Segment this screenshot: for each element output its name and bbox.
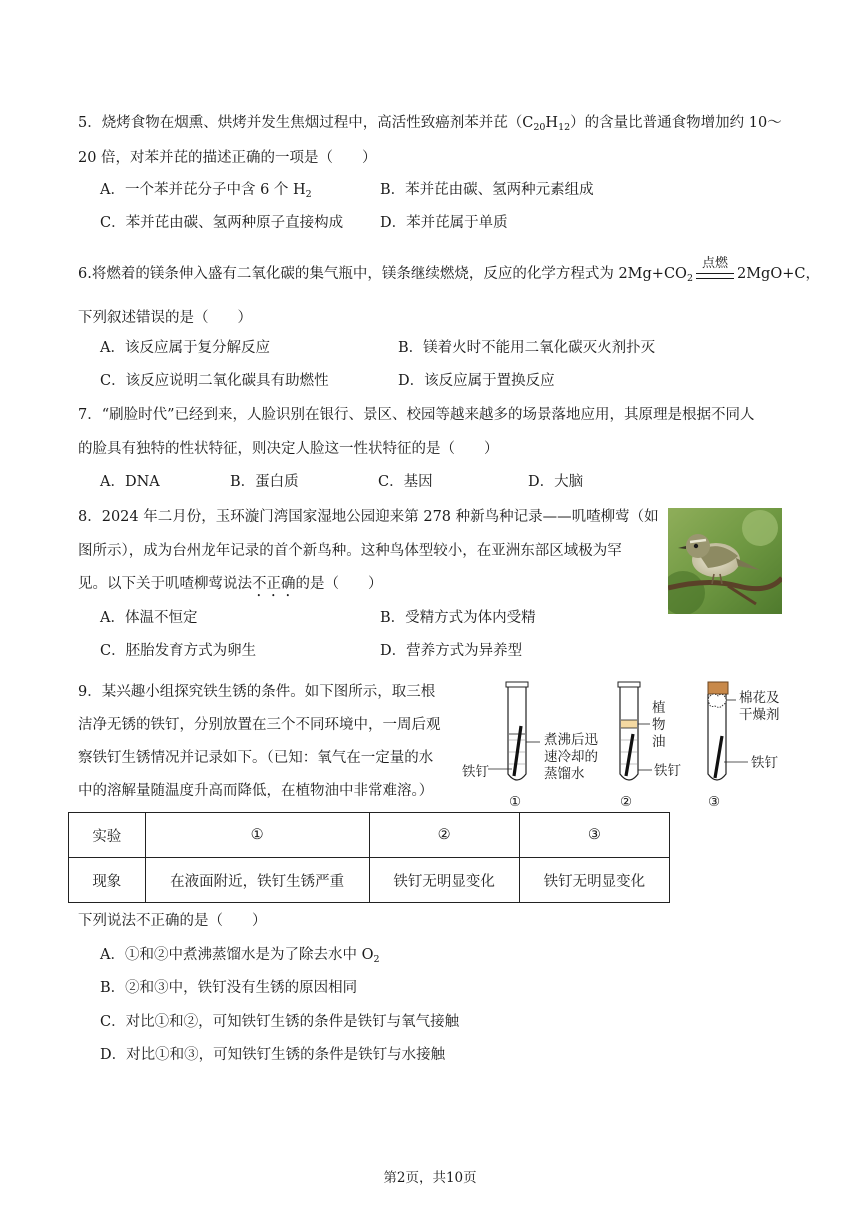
warbler-illustration [668, 508, 782, 614]
q8-option-a[interactable]: A．体温不恒定 [100, 610, 198, 626]
q5-option-a-sub: 2 [305, 189, 312, 200]
q5-option-b[interactable]: B．苯并芘由碳、氢两种元素组成 [380, 182, 594, 198]
table-header-cell: ① [145, 813, 369, 858]
q5-stem-line1 [78, 113, 782, 133]
q5-text-b: ）的含量比普通食物增加约 10～ [570, 115, 782, 131]
table-cell: 铁钉无明显变化 [369, 858, 519, 903]
q8-stem-line3 [78, 574, 383, 600]
q8-emphasis-not-correct: 不正确 [252, 576, 296, 592]
bird-photo [668, 508, 782, 614]
q7-option-c[interactable]: C．基因 [378, 474, 433, 490]
table-cell: 现象 [69, 858, 146, 903]
q5-option-d[interactable]: D．苯并芘属于单质 [380, 215, 508, 231]
q8-text-a: 见。以下关于叽喳柳莺说法 [78, 576, 252, 592]
cotton-desiccant [708, 694, 726, 707]
q5-sub-h: 12 [558, 122, 571, 133]
reaction-condition [693, 256, 737, 284]
q8-stem-line2: 图所示），成为台州龙年记录的首个新鸟种。这种鸟体型较小，在亚洲东部区域极为罕 [78, 543, 622, 559]
experiment-table [68, 812, 670, 903]
q8-text-b: 的是（ ） [295, 576, 383, 592]
q6-text-a: 6.将燃着的镁条伸入盛有二氧化碳的集气瓶中，镁条继续燃烧，反应的化学方程式为 2Mg+CO [78, 266, 687, 282]
q9-stem-line4: 中的溶解量随温度升高而降低，在植物油中非常难溶。） [78, 783, 434, 799]
label-oil-2: 物 [652, 717, 666, 733]
q9-option-a-text: A．①和②中煮沸蒸馏水是为了除去水中 O [100, 947, 374, 963]
tube-label-1: ① [509, 794, 522, 810]
label-cotton-1: 棉花及 [739, 690, 780, 706]
q8-stem-line1: 8．2024 年二月份，玉环漩门湾国家湿地公园迎来第 278 种新鸟种记录——叽喳柳莺（如 [78, 509, 659, 525]
q9-stem-line3: 察铁钉生锈情况并记录如下。（已知：氧气在一定量的水 [78, 750, 434, 766]
q5-option-c[interactable]: C．苯并芘由碳、氢两种原子直接构成 [100, 215, 344, 231]
label-oil-1: 植 [652, 700, 666, 716]
label-nail-right: 铁钉 [751, 755, 778, 771]
table-header-cell: ③ [519, 813, 669, 858]
q9-option-d[interactable]: D．对比①和③，可知铁钉生锈的条件是铁钉与水接触 [100, 1047, 446, 1063]
table-cell: 在液面附近，铁钉生锈严重 [145, 858, 369, 903]
q9-option-b[interactable]: B．②和③中，铁钉没有生锈的原因相同 [100, 980, 358, 996]
label-water-2: 速冷却的 [544, 749, 598, 765]
table-row [69, 858, 670, 903]
q6-option-b[interactable]: B．镁着火时不能用二氧化碳灭火剂扑灭 [398, 340, 656, 356]
q7-stem-line1: 7．“刷脸时代”已经到来，人脸识别在银行、景区、校园等越来越多的场景落地应用，其原理是根据不同人 [78, 407, 755, 423]
reaction-condition-label: 点燃 [701, 256, 728, 271]
label-oil-3: 油 [652, 734, 666, 750]
label-nail-mid: 铁钉 [654, 763, 681, 779]
test-tube-1 [488, 682, 540, 780]
q7-stem-line2: 的脸具有独特的性状特征，则决定人脸这一性状特征的是（ ） [78, 441, 499, 457]
q6-option-a[interactable]: A．该反应属于复分解反应 [100, 340, 270, 356]
q5-option-a[interactable] [100, 180, 312, 200]
q8-option-b[interactable]: B．受精方式为体内受精 [380, 610, 536, 626]
q6-option-d[interactable]: D．该反应属于置换反应 [398, 373, 555, 389]
cork-stopper [708, 682, 728, 694]
equals-double-bar [696, 273, 734, 279]
q6-stem-line2: 下列叙述错误的是（ ） [78, 310, 252, 326]
label-water-1: 煮沸后迅 [544, 732, 598, 748]
q9-stem-line2: 洁净无锈的铁钉，分别放置在三个不同环境中，一周后观 [78, 717, 441, 733]
oil-layer [621, 720, 637, 728]
q9-option-a[interactable] [100, 945, 380, 965]
q7-option-a[interactable]: A．DNA [100, 474, 160, 490]
table-header-cell: 实验 [69, 813, 146, 858]
q5-sub-c: 20 [533, 122, 546, 133]
q5-text-a: 5．烧烤食物在烟熏、烘烤并发生焦烟过程中，高活性致癌剂苯并芘（C [78, 115, 534, 131]
q5-text-h: H [545, 115, 559, 131]
page-number: 第2页，共10页 [383, 1170, 477, 1186]
label-nail-left: 铁钉 [462, 764, 489, 780]
q9-stem-line1: 9．某兴趣小组探究铁生锈的条件。如下图所示，取三根 [78, 684, 436, 700]
tube-label-2: ② [620, 794, 633, 810]
q6-sub-co2: 2 [686, 273, 693, 284]
q6-text-b: 2MgO+C， [736, 266, 820, 282]
table-cell: 铁钉无明显变化 [519, 858, 669, 903]
q5-stem-line2: 20 倍，对苯并芘的描述正确的一项是（ ） [78, 150, 377, 166]
q6-option-c[interactable]: C．该反应说明二氧化碳具有助燃性 [100, 373, 329, 389]
q9-option-c[interactable]: C．对比①和②，可知铁钉生锈的条件是铁钉与氧气接触 [100, 1014, 460, 1030]
test-tube-2 [618, 682, 652, 780]
table-header-cell: ② [369, 813, 519, 858]
label-cotton-2: 干燥剂 [739, 707, 780, 723]
q9-question: 下列说法不正确的是（ ） [78, 913, 267, 929]
label-water-3: 蒸馏水 [544, 766, 585, 782]
table-header-row [69, 813, 670, 858]
q5-option-a-text: A．一个苯并芘分子中含 6 个 H [100, 182, 306, 198]
tube-label-3: ③ [708, 794, 721, 810]
q6-stem-line1 [78, 256, 820, 284]
q8-option-d[interactable]: D．营养方式为异养型 [380, 643, 523, 659]
q9-option-a-sub: 2 [373, 954, 380, 965]
q7-option-b[interactable]: B．蛋白质 [230, 474, 299, 490]
q7-option-d[interactable]: D．大脑 [528, 474, 584, 490]
q8-option-c[interactable]: C．胚胎发育方式为卵生 [100, 643, 257, 659]
